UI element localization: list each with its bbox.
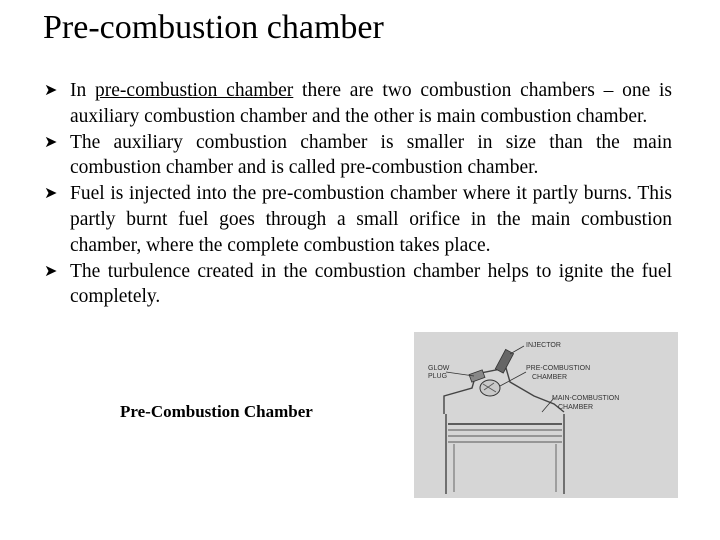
bullet-item: [44, 181, 672, 258]
pre-combustion-chamber-link[interactable]: pre-combustion chamber: [95, 80, 294, 101]
bullet-list: [44, 78, 672, 310]
bullet-text-prefix: In: [70, 80, 96, 101]
glow-plug-label-line2: PLUG: [428, 373, 448, 380]
arrow-bullet-icon: ➤: [44, 185, 58, 203]
injector-label: INJECTOR: [526, 342, 561, 349]
main-chamber-label-line1: MAIN-COMBUSTION: [552, 395, 620, 402]
bullet-text: The turbulence created in the combustion chamber helps to ignite the fuel completely.: [70, 260, 672, 308]
glow-plug-label-line1: GLOW: [428, 365, 450, 372]
bullet-text: Fuel is injected into the pre-combustion chamber where it partly burns. This partly burnt fuel goes through a small orifice in the main combustion chamber, where the complete combustion takes place.: [70, 183, 672, 256]
bullet-item: [44, 130, 672, 182]
injector-body: [495, 349, 513, 373]
pre-chamber-label-line2: CHAMBER: [532, 374, 568, 381]
bullet-item: [44, 259, 672, 311]
bullet-text: there are two combustion chambers – one is auxiliary combustion chamber and the other is main combustion chamber.: [70, 80, 673, 127]
bullet-text: The auxiliary combustion chamber is smaller in size than the main combustion chamber and is called pre-combustion chamber.: [70, 131, 672, 179]
slide-title: Pre-combustion chamber: [43, 9, 384, 46]
pre-chamber-label-line1: PRE-COMBUSTION: [526, 365, 591, 372]
arrow-bullet-icon: ➤: [44, 262, 58, 280]
injector-leader-line: [510, 346, 524, 354]
figure-caption: Pre-Combustion Chamber: [120, 402, 313, 421]
arrow-bullet-icon: ➤: [44, 133, 58, 151]
diagram-svg: [414, 332, 678, 498]
arrow-bullet-icon: ➤: [44, 82, 58, 99]
main-chamber-label-line2: CHAMBER: [558, 404, 594, 411]
pre-combustion-chamber-diagram: [414, 332, 678, 498]
bullet-item: [44, 78, 672, 130]
